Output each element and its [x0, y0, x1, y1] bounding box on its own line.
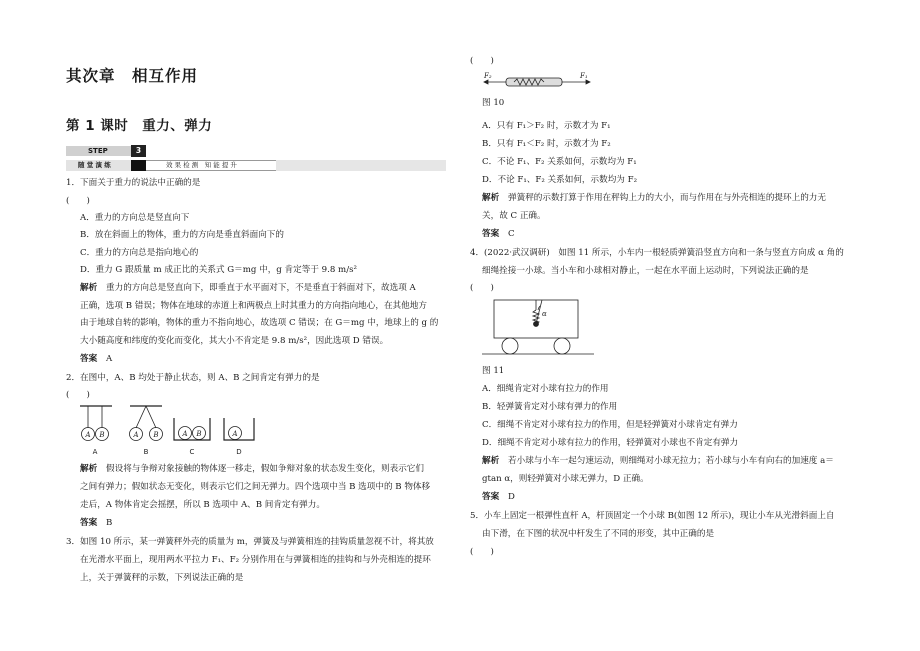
step-label: STEP	[66, 146, 131, 156]
q1-answer: A	[106, 354, 113, 364]
q5-line: 由下滑，在下图的状况中杆发生了不同的形变，其中正确的是	[482, 529, 715, 539]
q3-option-a: A．只有 F₁＞F₂ 时，示数才为 F₁	[482, 121, 611, 131]
q2-fig-label-d: D	[236, 448, 242, 456]
q3-option-b: B．只有 F₁＜F₂ 时，示数才为 F₂	[482, 139, 611, 149]
q3-answer: C	[508, 229, 515, 239]
q4-analysis-line: 若小球与小车一起匀速运动，则细绳对小球无拉力；若小球与小车有向右的加速度 a＝	[508, 456, 834, 466]
q2-analysis-line: 假设将与争辩对象接触的物体逐一移走，假如争辩对象的状态发生变化，则表示它们	[106, 464, 424, 474]
q3-option-c: C．不论 F₁、F₂ 关系如何，示数均为 F₁	[482, 157, 637, 167]
q2-answer-label: 答案	[80, 518, 98, 528]
q4-option-b: B．轻弹簧肯定对小球有弹力的作用	[482, 402, 618, 412]
q4-option-a: A．细绳肯定对小球有拉力的作用	[482, 384, 609, 394]
q3-option-d: D．不论 F₁、F₂ 关系如何，示数均为 F₂	[482, 175, 638, 185]
step-tab-fill	[276, 160, 446, 171]
q1-analysis-line: 大小随高度和纬度的变化而变化，其大小不肯定是 9.8 m/s²，因此选项 D 错误。	[80, 336, 389, 346]
q2-ball-label: B	[153, 431, 159, 439]
q2-ball-label: A	[232, 430, 238, 438]
cart-figure	[482, 296, 594, 358]
step-tab-divider	[131, 160, 146, 171]
q2-answer: B	[106, 518, 113, 528]
fig10-f2-label: F₂	[484, 72, 492, 80]
q4-analysis-label: 解析	[482, 456, 500, 466]
q1-option-a: A．重力的方向总是竖直向下	[80, 213, 190, 223]
cart-alpha-label: α	[542, 310, 547, 318]
q4-option-d: D．细绳不肯定对小球有拉力的作用，轻弹簧对小球也不肯定有弹力	[482, 438, 739, 448]
q2-ball-label: A	[133, 431, 139, 439]
q2-fig-label-b: B	[143, 448, 149, 456]
spring-scale-figure	[482, 72, 594, 92]
q4-line: 4．(2022·武汉调研) 如图 11 所示，小车内一根轻质弹簧沿竖直方向和一条与竖直方向成 α 角的	[470, 248, 844, 258]
q4-paren: ( )	[470, 283, 494, 293]
q3-line: 上，关于弹簧秤的示数，下列说法正确的是	[80, 573, 244, 583]
q4-answer: D	[508, 492, 515, 502]
q2-stem: 2．在图中，A、B 均处于静止状态，则 A、B 之间肯定有弹力的是	[66, 373, 320, 383]
q3-line: 在光滑水平面上，现用两水平拉力 F₁、F₂ 分别作用在与弹簧相连的挂钩和与外壳相连的提环	[80, 555, 431, 565]
q3-analysis-line: 关，故 C 正确。	[482, 211, 546, 221]
q2-analysis-line: 之间有弹力；假如状态无变化，则表示它们之间无弹力。四个选项中当 B 选项中的 B 物体移	[80, 482, 431, 492]
q1-analysis-label: 解析	[80, 283, 98, 293]
q1-answer-label: 答案	[80, 354, 98, 364]
q2-analysis-line: 走后，A 物体肯定会摇摆，所以 B 选项中 A、B 间肯定有弹力。	[80, 500, 325, 510]
q5-line: 5．小车上固定一根弹性直杆 A，杆顶固定一个小球 B(如图 12 所示)，现让小车从光滑斜面上自	[470, 511, 835, 521]
q1-paren: ( )	[66, 196, 90, 206]
q2-ball-label: A	[182, 430, 188, 438]
q1-analysis-line: 由于地球自转的影响，物体的重力不指向地心，故选项 C 错误；在 G＝mg 中，地球上的 g 的	[80, 318, 439, 328]
q2-ball-label: B	[99, 431, 105, 439]
step-tab-label: 随 堂 演 练	[66, 160, 131, 171]
q1-stem: 1．下面关于重力的说法中正确的是	[66, 178, 201, 188]
q3-answer-label: 答案	[482, 229, 500, 239]
chapter-title: 其次章 相互作用	[66, 67, 199, 85]
q2-figure	[78, 404, 258, 462]
q3-line: 3．如图 10 所示，某一弹簧秤外壳的质量为 m，弹簧及与弹簧相连的挂钩质量忽视不计，将其放	[66, 537, 434, 547]
q5-paren: ( )	[470, 547, 494, 557]
q3-analysis-line: 弹簧秤的示数打算于作用在秤钩上力的大小，而与作用在与外壳相连的提环上的力无	[508, 193, 826, 203]
q1-analysis-line: 重力的方向总是竖直向下，即垂直于水平面对下，不是垂直于斜面对下，故选项 A	[106, 283, 416, 293]
q4-line: 细绳拴接一小球。当小车和小球相对静止，一起在水平面上运动时，下列说法正确的是	[482, 266, 809, 276]
lesson-title: 第 1 课时 重力、弹力	[66, 118, 213, 134]
q2-analysis-label: 解析	[80, 464, 98, 474]
q1-option-b: B．放在斜面上的物体，重力的方向是垂直斜面向下的	[80, 230, 284, 240]
q2-fig-label-a: A	[92, 448, 98, 456]
q3-analysis-label: 解析	[482, 193, 500, 203]
q1-analysis-line: 正确，选项 B 错误；物体在地球的赤道上和两极点上时其重力的方向指向地心，在其他地方	[80, 301, 427, 311]
q4-answer-label: 答案	[482, 492, 500, 502]
step-number: 3	[131, 145, 146, 157]
q1-option-c: C．重力的方向总是指向地心的	[80, 248, 199, 258]
q4-option-c: C．细绳不肯定对小球有拉力的作用，但是轻弹簧对小球肯定有弹力	[482, 420, 738, 430]
q2-paren: ( )	[66, 390, 90, 400]
fig10-f1-label: F₁	[580, 72, 588, 80]
q1-option-d: D．重力 G 跟质量 m 成正比的关系式 G＝mg 中，g 肯定等于 9.8 m/s²	[80, 265, 357, 275]
fig11-caption: 图 11	[482, 366, 505, 376]
q2-fig-label-c: C	[189, 448, 195, 456]
q3-paren: ( )	[470, 56, 494, 66]
fig10-caption: 图 10	[482, 98, 505, 108]
q2-ball-label: B	[196, 430, 202, 438]
q4-analysis-line: gtan α，则轻弹簧对小球无弹力，D 正确。	[482, 474, 649, 484]
q2-ball-label: A	[85, 431, 91, 439]
step-tab-desc: 效 果 检 测 知 能 提 升	[146, 160, 276, 171]
